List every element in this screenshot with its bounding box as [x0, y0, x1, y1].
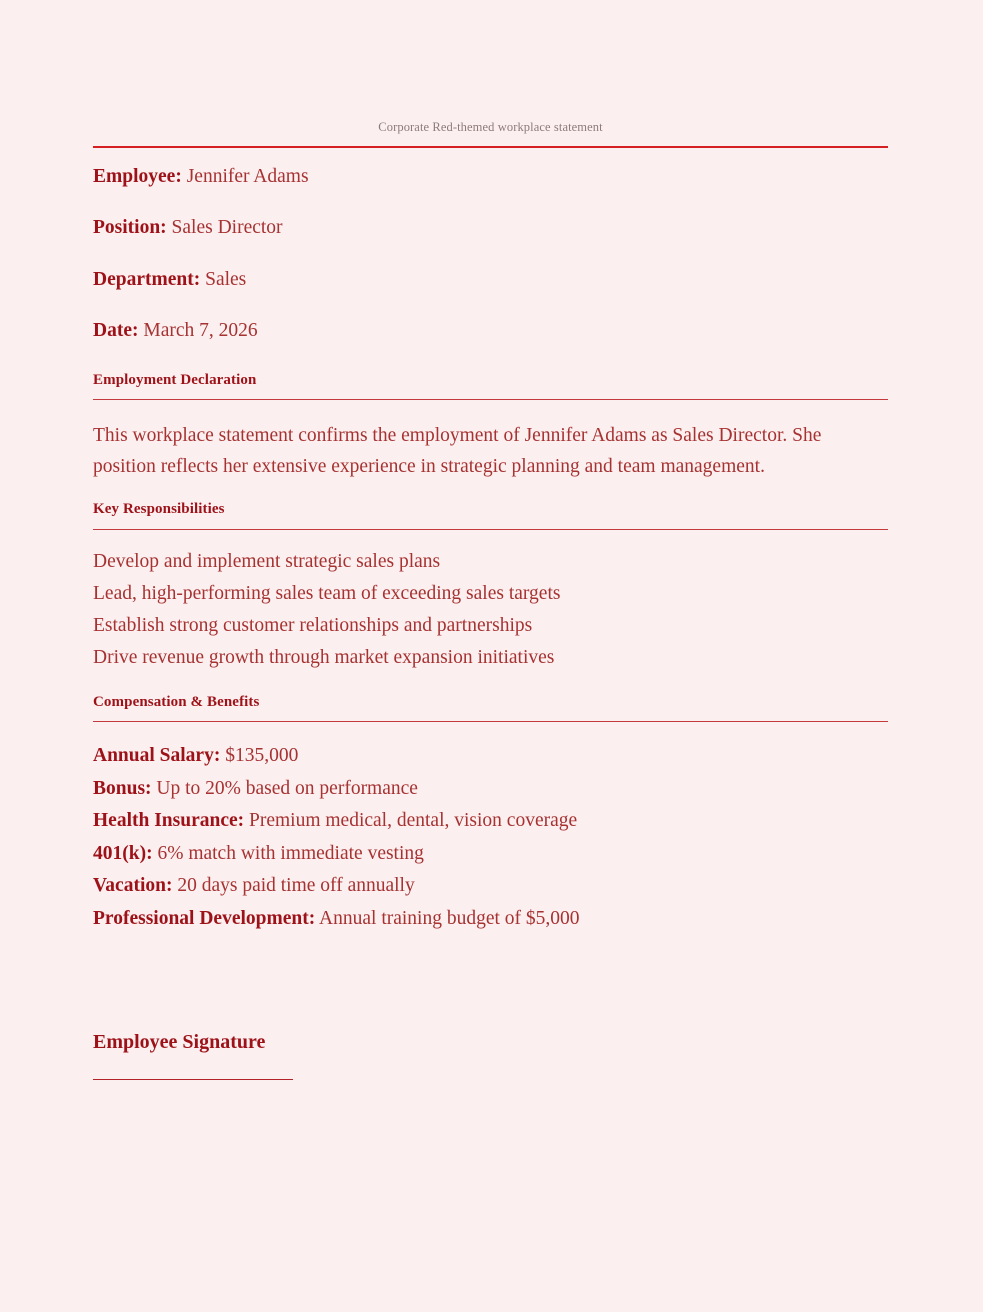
benefit-label: Vacation:	[93, 875, 173, 897]
benefit-label: Professional Development:	[93, 907, 316, 929]
meta-value-employee: Jennifer Adams	[186, 166, 309, 187]
benefit-value: 20 days paid time off annually	[177, 875, 415, 897]
meta-value-position: Sales Director	[171, 217, 283, 239]
meta-label-position: Position:	[93, 217, 167, 239]
header-divider	[93, 146, 888, 148]
meta-label-employee: Employee:	[93, 166, 182, 187]
list-item	[93, 773, 888, 806]
list-item	[93, 740, 888, 773]
section-heading-key-responsibilities: Key Responsibilities	[93, 501, 225, 518]
benefit-value: Up to 20% based on performance	[156, 777, 418, 799]
meta-field-position	[93, 216, 888, 240]
benefit-value: $135,000	[225, 745, 299, 767]
benefit-value: Annual training budget of $5,000	[319, 907, 580, 929]
signature-block	[93, 1030, 888, 1080]
benefits-list	[93, 740, 888, 935]
section-divider-employment-declaration	[93, 399, 888, 400]
benefit-label: 401(k):	[93, 842, 153, 864]
meta-field-department	[93, 268, 888, 292]
list-item: Lead, high-performing sales team of exceeding sales targets	[93, 583, 561, 605]
responsibilities-list	[93, 546, 888, 675]
list-item	[93, 903, 888, 936]
list-item: Drive revenue growth through market expansion initiatives	[93, 647, 555, 669]
meta-field-date	[93, 319, 888, 343]
benefit-value: Premium medical, dental, vision coverage	[249, 810, 578, 832]
declaration-paragraph: This workplace statement confirms the employment of Jennifer Adams as Sales Director. She position reflects her extensive experience in strategic planning and team management.	[93, 425, 822, 478]
signature-title: Employee Signature	[93, 1031, 266, 1054]
section-divider-compensation-benefits	[93, 721, 888, 722]
section-employment-declaration	[93, 371, 888, 483]
spacer	[93, 482, 888, 496]
document-content	[93, 160, 888, 1080]
section-divider-key-responsibilities	[93, 529, 888, 530]
benefit-value: 6% match with immediate vesting	[157, 842, 424, 864]
meta-label-department: Department:	[93, 268, 201, 290]
section-heading-compensation-benefits: Compensation & Benefits	[93, 693, 260, 710]
benefit-label: Annual Salary:	[93, 745, 221, 767]
signature-line[interactable]	[93, 1079, 293, 1080]
list-item: Develop and implement strategic sales plans	[93, 550, 441, 572]
document-caption: Corporate Red-themed workplace statement	[378, 120, 603, 134]
meta-field-employee	[93, 165, 888, 189]
list-item	[93, 805, 888, 838]
list-item	[93, 838, 888, 871]
list-item: Establish strong customer relationships and partnerships	[93, 615, 533, 637]
section-compensation-benefits	[93, 693, 888, 936]
meta-value-date: March 7, 2026	[143, 320, 258, 342]
benefit-label: Health Insurance:	[93, 810, 245, 832]
section-key-responsibilities	[93, 500, 888, 674]
meta-value-department: Sales	[205, 268, 247, 290]
list-item	[93, 870, 888, 903]
spacer	[93, 675, 888, 689]
document-header	[93, 120, 888, 148]
benefit-label: Bonus:	[93, 777, 152, 799]
section-heading-employment-declaration: Employment Declaration	[93, 371, 257, 388]
meta-label-date: Date:	[93, 320, 139, 342]
